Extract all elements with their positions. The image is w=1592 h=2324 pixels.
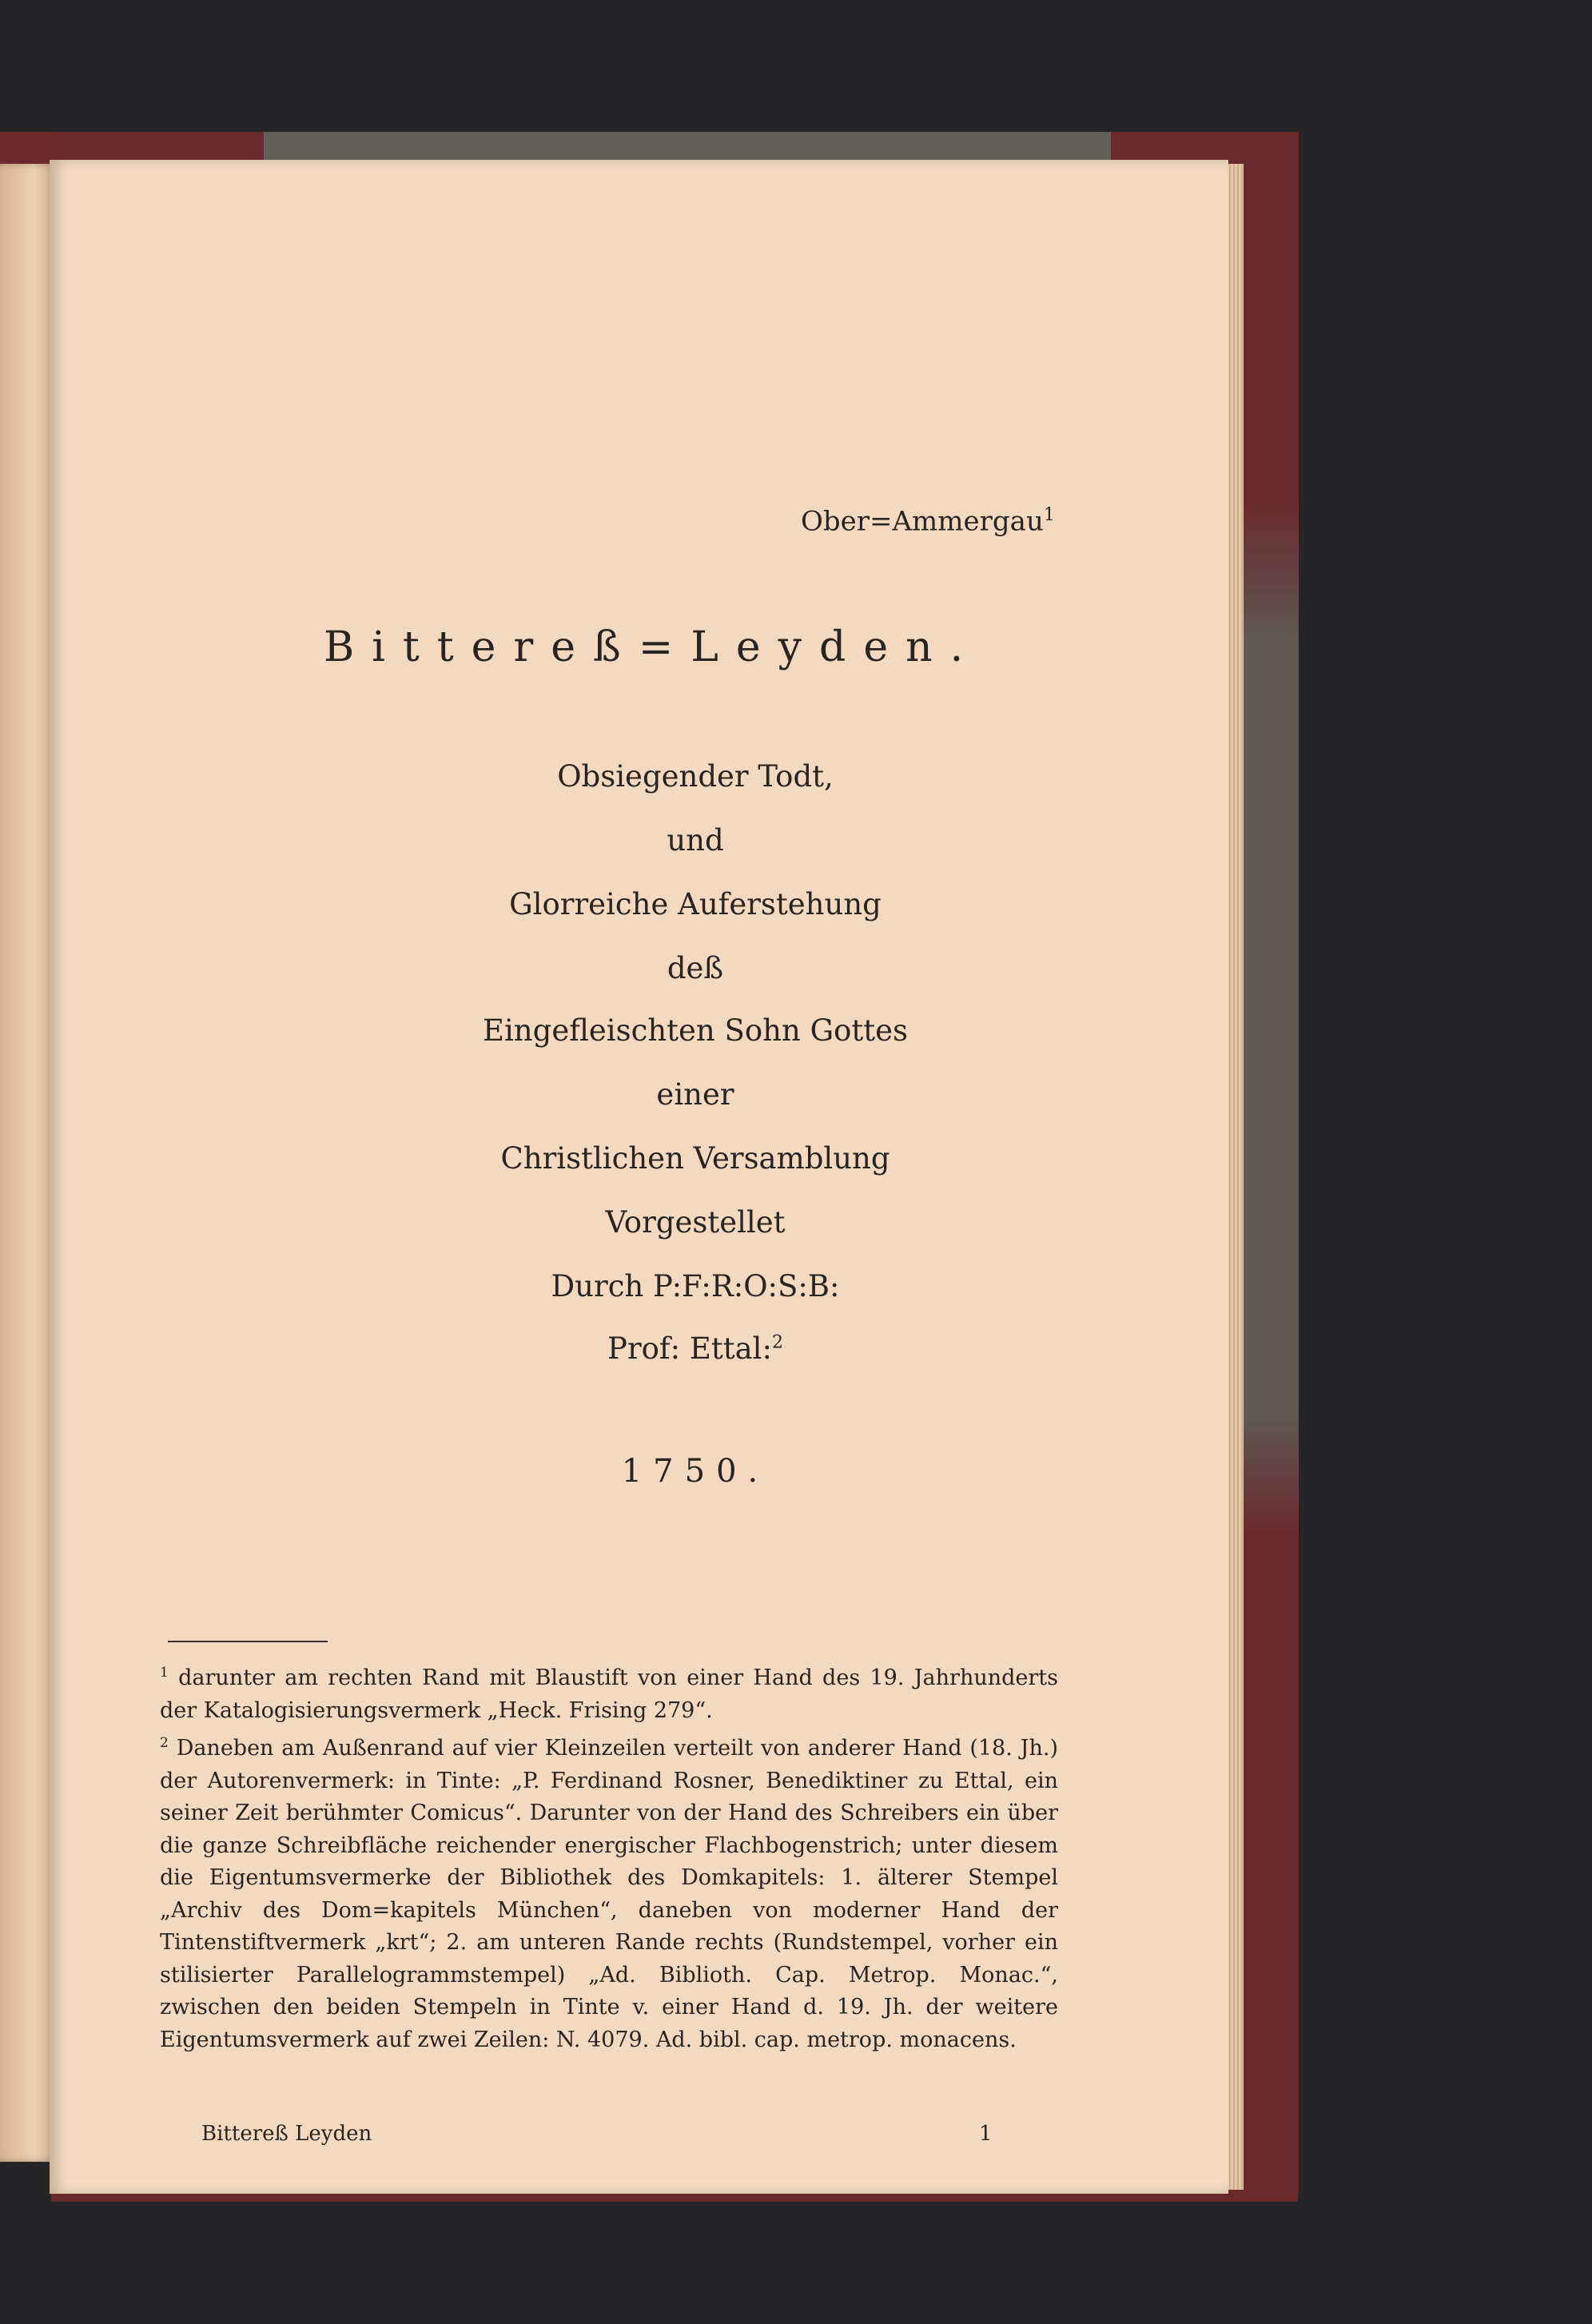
place-name: Ober=Ammergau <box>801 505 1044 538</box>
footnote-ref-2: 2 <box>771 1332 783 1353</box>
cover-grey-band <box>264 132 1111 164</box>
main-title: Bittereß=Leyden. <box>324 623 981 671</box>
footnote-ref-1: 1 <box>1043 505 1055 525</box>
title-line: Christlichen Versamblung <box>500 1141 890 1176</box>
title-line: Glorreiche Auferstehung <box>509 887 882 921</box>
title-line: Durch P:F:R:O:S:B: <box>551 1269 840 1303</box>
title-line-last <box>324 1331 1067 1366</box>
title-line: und <box>667 823 724 858</box>
title-line: Obsiegender Todt, <box>557 759 834 794</box>
footnote-text: darunter am rechten Rand mit Blaustift von einer Hand des 19. Jahrhunderts der Katalogisierungsvermerk „Heck. Frising 279“. <box>160 1665 1058 1723</box>
footnotes <box>160 1657 1058 2056</box>
footnote-marker: 2 <box>160 1735 169 1751</box>
title-line-text: Prof: Ettal: <box>607 1331 772 1366</box>
running-title: Bittereß Leyden <box>201 2122 372 2146</box>
footnote-rule <box>168 1641 328 1642</box>
page-number: 1 <box>979 2122 993 2146</box>
footnote-1 <box>160 1657 1058 1727</box>
title-line: deß <box>667 951 724 985</box>
footnote-marker: 1 <box>160 1665 169 1681</box>
place-heading <box>801 505 1055 537</box>
title-line: Eingefleischten Sohn Gottes <box>482 1013 909 1048</box>
title-line: einer <box>656 1077 734 1112</box>
book-page <box>50 160 1228 2194</box>
title-line: Vorgestellet <box>605 1205 786 1240</box>
year: 1750. <box>621 1453 770 1490</box>
footnote-2 <box>160 1727 1058 2056</box>
footnote-text: Daneben am Außenrand auf vier Kleinzeilen verteilt von anderer Hand (18. Jh.) der Autorenvermerk: in Tinte: „P. Ferdinand Rosner, Benediktiner zu Ettal, ein seiner Zeit berühmter Comicus“. Darunter von der Hand des Schreibers ein über die ganze Schreibfläche reichender energischer Flachbogenstrich; unter diesem die Eigentumsvermerke der Bibliothek des Domkapitels: 1. älterer Stempel „Archiv des Dom=kapitels München“, daneben von moderner Hand der Tintenstiftvermerk „krt“; 2. am unteren Rande rechts (Rundstempel, vorher ein stilisierter Parallelogrammstempel) „Ad. Biblioth. Cap. Metrop. Monac.“, zwischen den beiden Stempeln in Tinte v. einer Hand d. 19. Jh. der weitere Eigentumsvermerk auf zwei Zeilen: N. 4079. Ad. bibl. cap. metrop. monacens. <box>160 1736 1058 2052</box>
